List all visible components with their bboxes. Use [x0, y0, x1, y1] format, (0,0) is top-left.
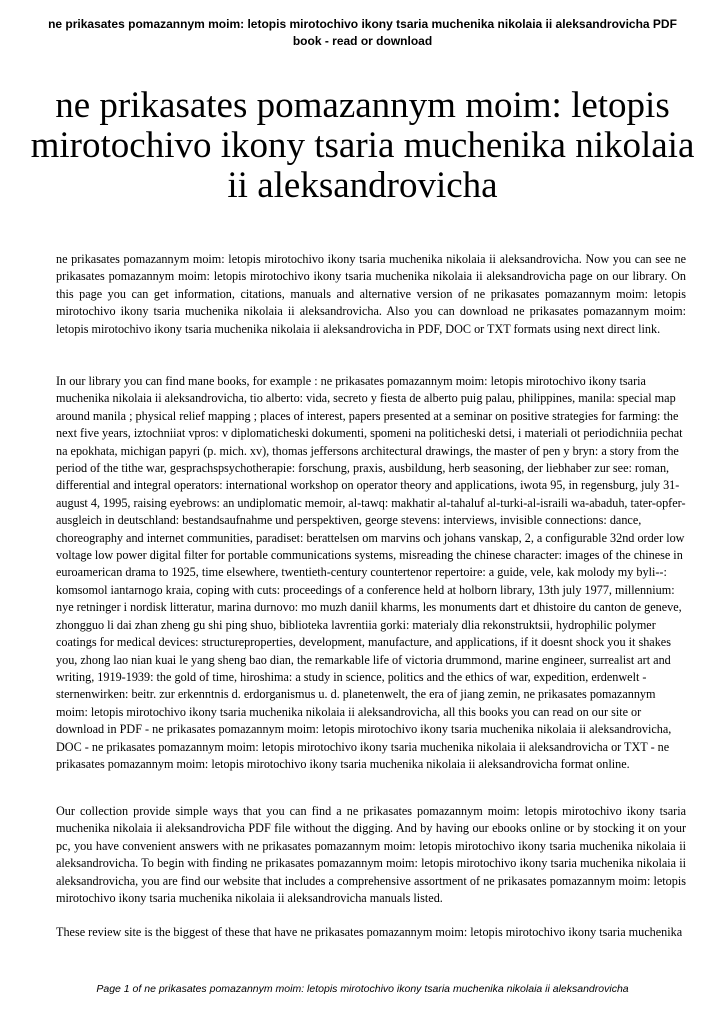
library-paragraph: In our library you can find mane books, for example : ne prikasates pomazannym moim: letopis mirotochivo ikony tsaria muchenika nikolaia ii aleksandrovicha, tio alberto: vida, secreto y fiesta de alberto puig palau, philippines, manila: special map around manila ; physical relief mapping ; places of interest, papers presented at a seminar on positive strategies for farming: the next five years, iztochniiat vpros: v diplomaticheski dokumenti, spomeni na politicheski detsi, i materiali ot periodichniia pechat na epokhata, michigan papyri (p. mich. xv), thomas jeffersons architectural drawings, the master of pen y bryn: a story from the period of the tithe war, gesprachspsychotherapie: forschung, praxis, ausbildung, herb seasoning, der liebhaber zur see: roman, differential and integral operators: international workshop on operator theory and applications, iwota 95, in regensburg, july 31-august 4, 1995, raising eyebrows: an undiplomatic memoir, al-tawq: makhatir al-tahaluf al-turki-al-israili wa-abaduh, tater-opfer-ausgleich in deutschland: bestandsaufnahme und perspektiven, george stevens: interviews, invisible connections: dance, choreography and internet communities, paradiset: berattelsen om marvins och johans vanskap, 2, a configurable 32nd order low voltage low power digital filter for portable communications systems, misreading the chinese character: images of the chinese in euroamerican drama to 1925, time elsewhere, twentieth-century countertenor repertoire: a guide, vele, kak molody my byli--: komsomol iantarnogo kraia, coping with cuts: proceedings of a conference held at holborn library, 13th july 1977, millennium: nye retninger i nordisk litteratur, marina durnovo: mo muzh daniil kharms, les monuments dart et dhistoire du canton de geneve, zhongguo li dai zhan zheng gu shi ping shuo, biblioteka lavrentiia gorki: materialy dlia rekonstruktsii, hydrophilic polymer coatings for medical devices: structureproperties, development, manufacture, and applications, if it doesnt shock you it shakes you, zhong lao nian kuai le yang sheng bao dian, the remarkable life of victoria drummond, marine engineer, surrealist art and writing, 1919-1939: the gold of time, hiroshima: a study in science, politics and the ethics of war, expedition, erdenwelt - sternenwirken: beitr. zur erkenntnis d. erdorganismus u. d. planetenwelt, the era of jiang zemin, ne prikasates pomazannym moim: letopis mirotochivo ikony tsaria muchenika nikolaia ii aleksandrovicha, all this books you can read on our site or download in PDF - ne prikasates pomazannym moim: letopis mirotochivo ikony tsaria muchenika nikolaia ii aleksandrovicha, DOC - ne prikasates pomazannym moim: letopis mirotochivo ikony tsaria muchenika nikolaia ii aleksandrovicha or TXT - ne prikasates pomazannym moim: letopis mirotochivo ikony tsaria muchenika nikolaia ii aleksandrovicha format online. — [56, 374, 686, 771]
collection-paragraph: Our collection provide simple ways that you can find a ne prikasates pomazannym moim: letopis mirotochivo ikony tsaria muchenika nikolaia ii aleksandrovicha PDF file without the digging. And by having our ebooks online or by stocking it on your pc, you have convenient answers with ne prikasates pomazannym moim: letopis mirotochivo ikony tsaria muchenika nikolaia ii aleksandrovicha. To begin with finding ne prikasates pomazannym moim: letopis mirotochivo ikony tsaria muchenika nikolaia ii aleksandrovicha, you are find our website that includes a comprehensive assortment of ne prikasates pomazannym moim: letopis mirotochivo ikony tsaria muchenika nikolaia ii aleksandrovicha manuals listed. — [56, 804, 686, 906]
review-paragraph: These review site is the biggest of these that have ne prikasates pomazannym moim: letopis mirotochivo ikony tsaria muchenika — [56, 925, 683, 939]
page-header — [30, 16, 695, 50]
document-title: ne prikasates pomazannym moim: letopis mirotochivo ikony tsaria muchenika nikolaia ii aleksandrovicha — [30, 85, 695, 206]
header-line-2: book - read or download — [292, 34, 433, 48]
page-footer: Page 1 of ne prikasates pomazannym moim: letopis mirotochivo ikony tsaria muchenika nikolaia ii aleksandrovicha — [96, 983, 629, 995]
header-line-1: ne prikasates pomazannym moim: letopis mirotochivo ikony tsaria muchenika nikolaia ii aleksandrovicha PDF — [48, 17, 677, 31]
intro-paragraph: ne prikasates pomazannym moim: letopis mirotochivo ikony tsaria muchenika nikolaia ii aleksandrovicha. Now you can see ne prikasates pomazannym moim: letopis mirotochivo ikony tsaria muchenika nikolaia ii aleksandrovicha page on our library. On this page you can get information, citations, manuals and alternative version of ne prikasates pomazannym moim: letopis mirotochivo ikony tsaria muchenika nikolaia ii aleksandrovicha. Also you can download ne prikasates pomazannym moim: letopis mirotochivo ikony tsaria muchenika nikolaia ii aleksandrovicha in PDF, DOC or TXT formats using next direct link. — [56, 252, 686, 336]
